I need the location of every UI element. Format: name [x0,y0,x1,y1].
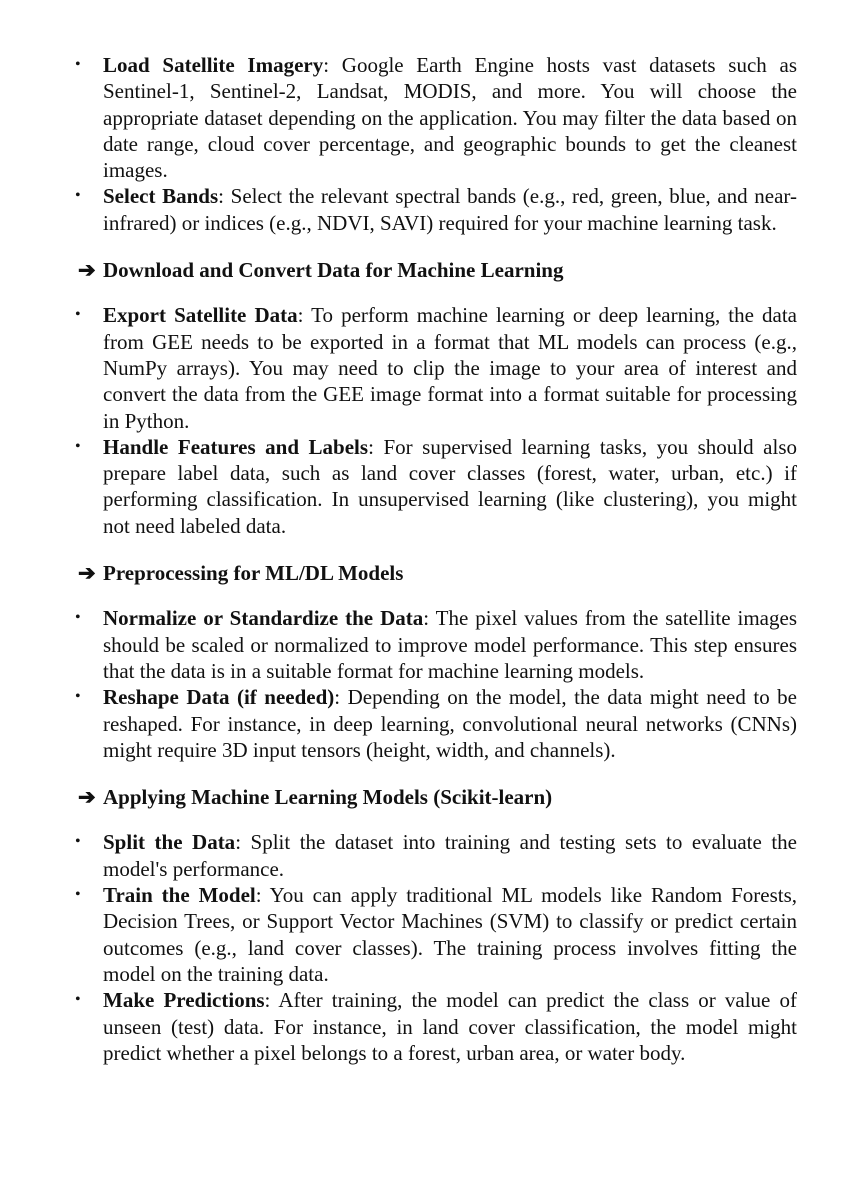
bullet-icon: • [75,833,81,851]
bullet-icon: • [75,609,81,627]
section-heading [78,560,849,586]
item-text: : You can apply traditional ML models like Random Forests, Decision Trees, or Support Vector Machines (SVM) to classify or predict certain outcomes (e.g., land cover classes). The training process involves fitting the model on the training data. [103,883,797,986]
item-text: : To perform machine learning or deep learning, the data from GEE needs to be exported in a format that ML models can process (e.g., NumPy arrays). You may need to clip the image to your area of interest and convert the data from the GEE image format into a format suitable for processing in Python. [103,303,797,433]
item-term: Export Satellite Data [103,303,298,328]
list-item [75,605,797,684]
item-term: Train the Model [103,883,256,908]
list-item [75,829,797,882]
section-heading [78,784,849,810]
item-text: : Split the dataset into training and testing sets to evaluate the model's performance. [103,830,797,881]
item-text: : Select the relevant spectral bands (e.g., red, green, blue, and near-infrared) or indices (e.g., NDVI, SAVI) required for your machine learning task. [103,184,797,235]
item-term: Reshape Data (if needed) [103,685,335,710]
section [0,560,849,763]
arrow-right-icon: ➔ [78,561,96,586]
bullet-list [0,52,849,236]
section-heading [78,257,849,283]
document-page [0,52,849,1066]
bullet-list [0,302,849,539]
item-term: Split the Data [103,830,236,855]
item-term: Normalize or Standardize the Data [103,606,424,631]
item-text: : The pixel values from the satellite images should be scaled or normalized to improve model performance. This step ensures that the data is in a suitable format for machine learning models. [103,606,797,683]
section [0,257,849,539]
arrow-right-icon: ➔ [78,258,96,283]
bullet-icon: • [75,56,81,73]
bullet-icon: • [75,886,81,904]
item-term: Select Bands [103,184,219,209]
item-term: Load Satellite Imagery [103,53,324,77]
list-item [75,434,797,539]
bullet-icon: • [75,991,81,1009]
item-term: Handle Features and Labels [103,434,369,459]
bullet-icon: • [75,306,81,324]
arrow-right-icon: ➔ [78,785,96,810]
section-heading-text: Preprocessing for ML/DL Models [103,561,404,586]
list-item [75,882,797,987]
list-item [75,302,797,433]
item-text: : Google Earth Engine hosts vast datasets such as Sentinel-1, Sentinel-2, Landsat, MODIS, and more. You will choose the appropriate dataset depending on the application. You may filter the data based on date range, cloud cover percentage, and geographic bounds to get the cleanest images. [103,53,797,183]
bullet-icon: • [75,688,81,706]
list-item [75,52,797,183]
item-text: : Depending on the model, the data might need to be reshaped. For instance, in deep learning, convolutional neural networks (CNNs) might require 3D input tensors (height, width, and channels). [103,685,798,762]
item-text: : For supervised learning tasks, you should also prepare label data, such as land cover classes (forest, water, urban, etc.) if performing classification. In unsupervised learning (like clustering), you might not need labeled data. [103,434,797,538]
bullet-icon: • [75,437,81,455]
section [0,784,849,1066]
section-heading-text: Download and Convert Data for Machine Learning [103,258,564,283]
section-heading-text: Applying Machine Learning Models (Scikit-learn) [103,785,553,810]
bullet-list [0,605,849,763]
list-item [75,684,798,763]
item-term: Make Predictions [103,988,265,1013]
bullet-icon: • [75,187,81,205]
item-text: : After training, the model can predict the class or value of unseen (test) data. For instance, in land cover classification, the model might predict whether a pixel belongs to a forest, urban area, or water body. [103,988,797,1065]
bullet-list [0,829,849,1066]
section [0,52,849,236]
list-item [75,987,797,1066]
list-item [75,183,797,236]
